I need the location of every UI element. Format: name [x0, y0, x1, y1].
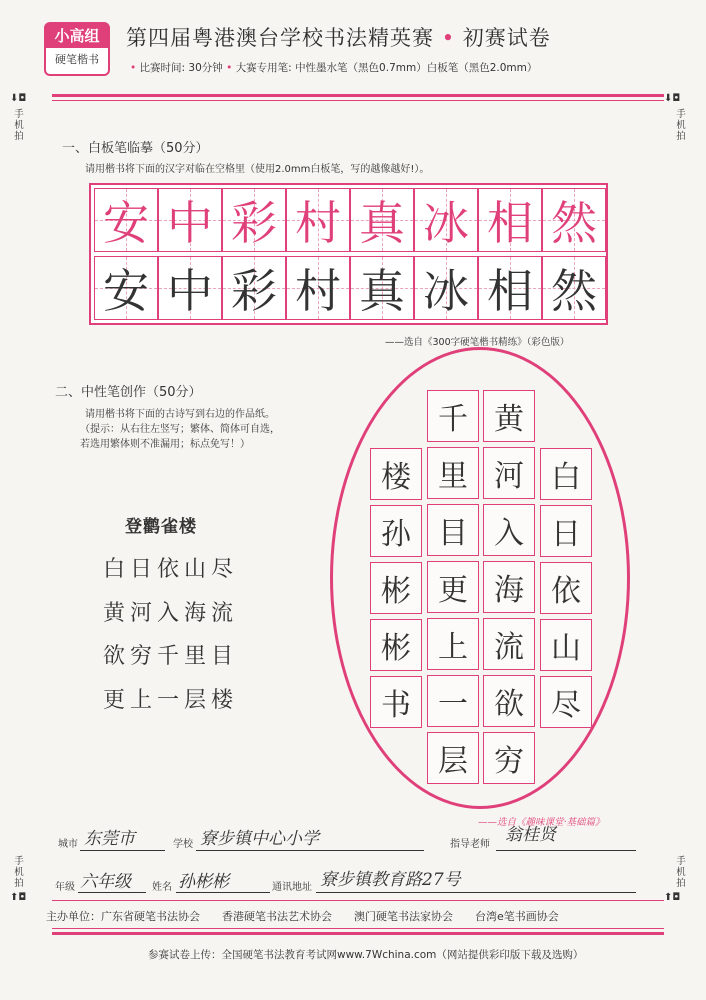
- grade-value: 六年级: [80, 872, 131, 892]
- header-rule-thin: [52, 100, 664, 101]
- work-char-cell: 山: [540, 619, 592, 671]
- model-char: 村: [295, 196, 341, 250]
- group-badge: [44, 22, 110, 76]
- badge-group-label: 小高组: [46, 24, 108, 48]
- model-char: 安: [103, 196, 149, 250]
- header-rule: [52, 94, 664, 97]
- city-underline: [80, 850, 165, 851]
- written-char-cell: [542, 256, 606, 320]
- work-char-cell: 孙: [370, 505, 422, 557]
- city-value: 东莞市: [84, 829, 135, 849]
- written-char: 相: [487, 264, 533, 318]
- work-char-cell: 穷: [483, 732, 535, 784]
- work-char-cell: 黄: [483, 390, 535, 442]
- work-char-cell: 尽: [540, 676, 592, 728]
- school-label: 学校: [173, 839, 193, 850]
- model-char: 然: [551, 196, 597, 250]
- model-char-cell: [350, 188, 414, 252]
- written-char: 安: [103, 264, 149, 318]
- model-char-cell: [94, 188, 158, 252]
- work-char-cell: 目: [427, 504, 479, 556]
- address-label: 通讯地址: [272, 882, 312, 893]
- section1-source: ——选自《300字硬笔楷书精练》（彩色版）: [385, 337, 570, 348]
- work-char-cell: 千: [427, 390, 479, 442]
- subtitle-dot: •: [130, 62, 137, 74]
- footer-rule-2: [52, 928, 664, 929]
- address-underline: [316, 892, 636, 893]
- copy-grid: [89, 183, 608, 325]
- teacher-label: 指导老师: [450, 839, 490, 850]
- work-char-cell: 上: [427, 618, 479, 670]
- model-char: 冰: [423, 196, 469, 250]
- camera-marker-bl: ⬆◘: [10, 892, 27, 903]
- work-char-cell: 书: [370, 676, 422, 728]
- name-value: 孙彬彬: [178, 872, 229, 892]
- written-char: 中: [167, 264, 213, 318]
- work-char-cell: 里: [427, 447, 479, 499]
- title-dot: •: [441, 26, 456, 50]
- work-char-cell: 日: [540, 505, 592, 557]
- name-label: 姓名: [152, 882, 172, 893]
- section2-instruction-1: 请用楷书将下面的古诗写到右边的作品纸。: [85, 409, 275, 420]
- upload-info: 参赛试卷上传：全国硬笔书法教育考试网www.7Wchina.com（网站提供彩印版下载及选购）: [148, 949, 584, 961]
- work-char-cell: 楼: [370, 448, 422, 500]
- section2-instruction-3: 若选用繁体则不准漏用；标点免写！）: [80, 439, 250, 450]
- school-underline: [196, 850, 424, 851]
- camera-note-tr: 手机拍: [676, 109, 686, 142]
- teacher-underline: [496, 850, 636, 851]
- section1-title: 一、白板笔临摹（50分）: [62, 141, 209, 156]
- work-char-cell: 海: [483, 561, 535, 613]
- work-char-cell: 河: [483, 447, 535, 499]
- work-char-cell: 白: [540, 448, 592, 500]
- model-char-cell: [222, 188, 286, 252]
- footer-rule-3: [52, 932, 664, 935]
- model-char-cell: [286, 188, 350, 252]
- camera-marker-br: ⬆◘: [664, 892, 681, 903]
- grade-underline: [78, 892, 146, 893]
- written-char: 真: [359, 264, 405, 318]
- subtitle-pens: 大赛专用笔: 中性墨水笔（黑色0.7mm）白板笔（黑色2.0mm）: [235, 62, 538, 74]
- work-char-cell: 层: [427, 732, 479, 784]
- poem-line-1: 白日依山尽: [103, 557, 239, 582]
- work-char-cell: 彬: [370, 619, 422, 671]
- poem-title: 登鹳雀楼: [125, 517, 197, 537]
- camera-note-bl: 手机拍: [14, 856, 24, 889]
- section2-source: ——选自《趣味课堂·基础篇》: [478, 817, 605, 828]
- work-char-cell: 流: [483, 618, 535, 670]
- model-char: 中: [167, 196, 213, 250]
- written-char: 彩: [231, 264, 277, 318]
- written-char-cell: [414, 256, 478, 320]
- title-tail: 初赛试卷: [462, 26, 551, 50]
- camera-marker-tr: ⬇◘: [664, 93, 681, 104]
- model-char: 彩: [231, 196, 277, 250]
- section2-title: 二、中性笔创作（50分）: [55, 385, 202, 400]
- work-char-cell: 更: [427, 561, 479, 613]
- poem-line-4: 更上一层楼: [103, 688, 239, 713]
- badge-style-label: 硬笔楷书: [55, 53, 99, 66]
- organizers: 主办单位：广东省硬笔书法协会 香港硬笔书法艺术协会 澳门硬笔书法家协会 台湾e笔书画协会: [46, 910, 559, 923]
- written-char-cell: [286, 256, 350, 320]
- section2-instruction-2: （提示：从右往左竖写；繁体、简体可自选，: [80, 424, 280, 435]
- subtitle: [130, 60, 537, 75]
- written-char: 村: [295, 264, 341, 318]
- subtitle-time: 比赛时间: 30分钟: [139, 62, 223, 74]
- written-char: 然: [551, 264, 597, 318]
- work-char-cell: 一: [427, 675, 479, 727]
- school-value: 寮步镇中心小学: [200, 829, 319, 849]
- address-value: 寮步镇教育路27号: [320, 870, 461, 890]
- written-char: 冰: [423, 264, 469, 318]
- model-char-cell: [478, 188, 542, 252]
- written-char-cell: [158, 256, 222, 320]
- written-char-cell: [350, 256, 414, 320]
- camera-note-tl: 手机拍: [14, 109, 24, 142]
- written-char-cell: [478, 256, 542, 320]
- subtitle-dot: •: [226, 62, 233, 74]
- model-char: 真: [359, 196, 405, 250]
- model-char-cell: [542, 188, 606, 252]
- poem-line-3: 欲穷千里目: [103, 644, 239, 669]
- model-char-cell: [158, 188, 222, 252]
- written-char-cell: [222, 256, 286, 320]
- work-char-cell: 彬: [370, 562, 422, 614]
- model-char-cell: [414, 188, 478, 252]
- work-char-cell: 依: [540, 562, 592, 614]
- poem-line-2: 黄河入海流: [103, 601, 239, 626]
- section1-instruction: 请用楷书将下面的汉字对临在空格里（使用2.0mm白板笔，写的越像越好!）。: [85, 164, 430, 175]
- work-char-cell: 欲: [483, 675, 535, 727]
- teacher-value: 翁桂贤: [505, 825, 556, 845]
- camera-marker-tl: ⬇◘: [10, 93, 27, 104]
- title-main: 第四届粤港澳台学校书法精英赛: [126, 26, 434, 50]
- page-title: [126, 22, 551, 52]
- city-label: 城市: [58, 839, 78, 850]
- written-char-cell: [94, 256, 158, 320]
- name-underline: [176, 892, 270, 893]
- model-char: 相: [487, 196, 533, 250]
- grade-label: 年级: [55, 882, 75, 893]
- work-char-cell: 入: [483, 504, 535, 556]
- camera-note-br: 手机拍: [676, 856, 686, 889]
- footer-rule: [52, 900, 664, 901]
